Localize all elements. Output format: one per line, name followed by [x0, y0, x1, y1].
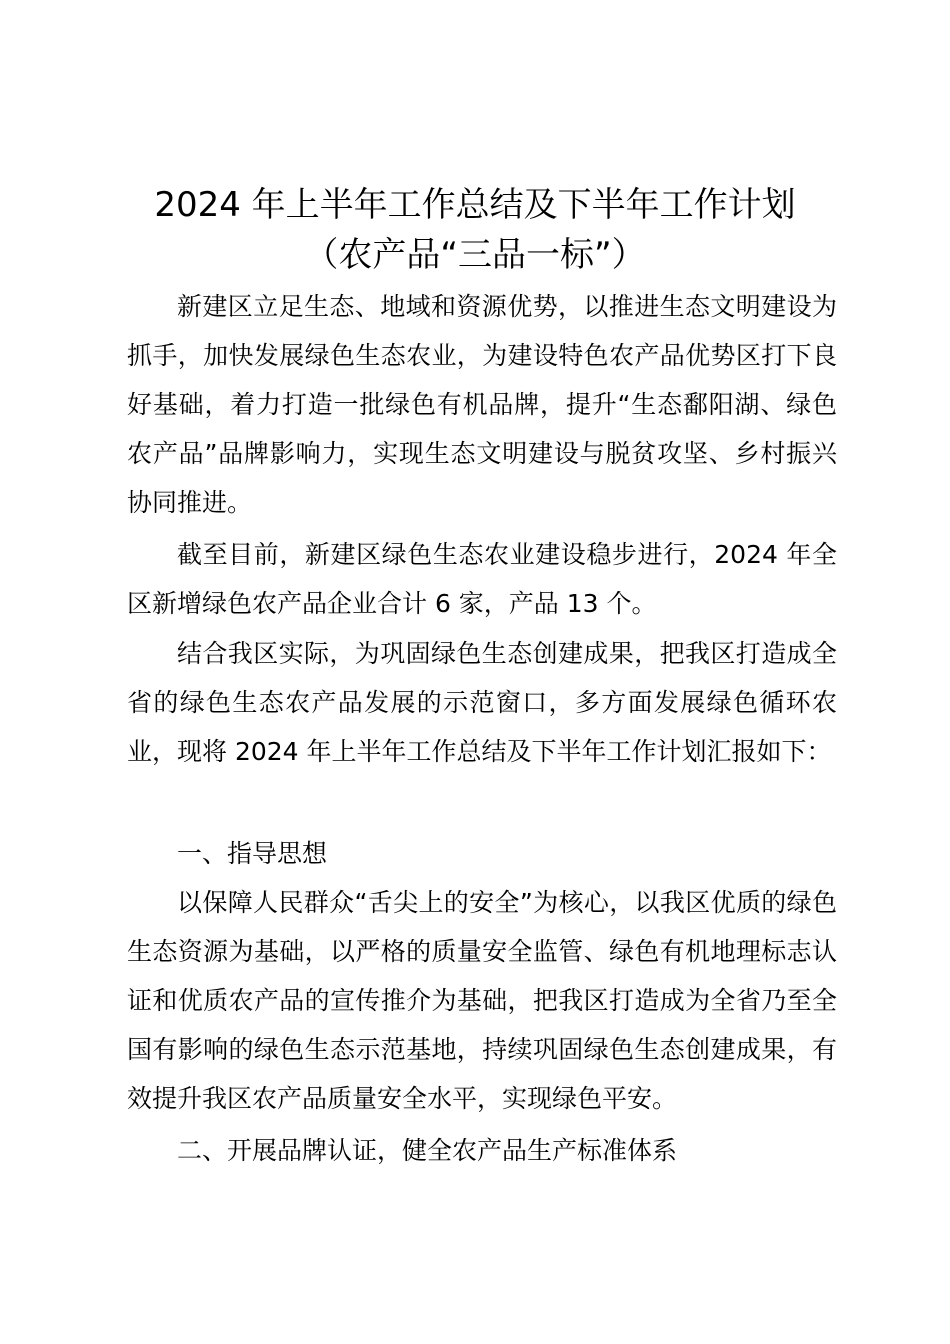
section-heading-guiding-ideology: 一、指导思想 [177, 839, 328, 868]
document-title: 2024 年上半年工作总结及下半年工作计划 [154, 185, 796, 225]
document-subtitle: （农产品“三品一标”） [304, 235, 646, 275]
section-heading-brand-certification: 二、开展品牌认证，健全农产品生产标准体系 [177, 1136, 678, 1165]
paragraph-guiding-ideology: 以保障人民群众“舌尖上的安全”为核心，以我区优质的绿色生态资源为基础，以严格的质量安全监管、绿色有机地理标志认证和优质农产品的宣传推介为基础，把我区打造成为全省乃至全国有影响的绿色生态示范基地，持续巩固绿色生态创建成果，有效提升我区农产品质量安全水平，实现绿色平安。 [127, 888, 837, 1113]
paragraph-intro: 新建区立足生态、地域和资源优势，以推进生态文明建设为抓手，加快发展绿色生态农业，为建设特色农产品优势区打下良好基础，着力打造一批绿色有机品牌，提升“生态鄱阳湖、绿色农产品”品牌影响力，实现生态文明建设与脱贫攻坚、乡村振兴协同推进。 [127, 292, 837, 517]
paragraph-purpose: 结合我区实际，为巩固绿色生态创建成果，把我区打造成全省的绿色生态农产品发展的示范窗口，多方面发展绿色循环农业，现将 2024 年上半年工作总结及下半年工作计划汇报如下： [127, 639, 837, 766]
paragraph-progress: 截至目前，新建区绿色生态农业建设稳步进行，2024 年全区新增绿色农产品企业合计 6 家，产品 13 个。 [127, 540, 837, 618]
